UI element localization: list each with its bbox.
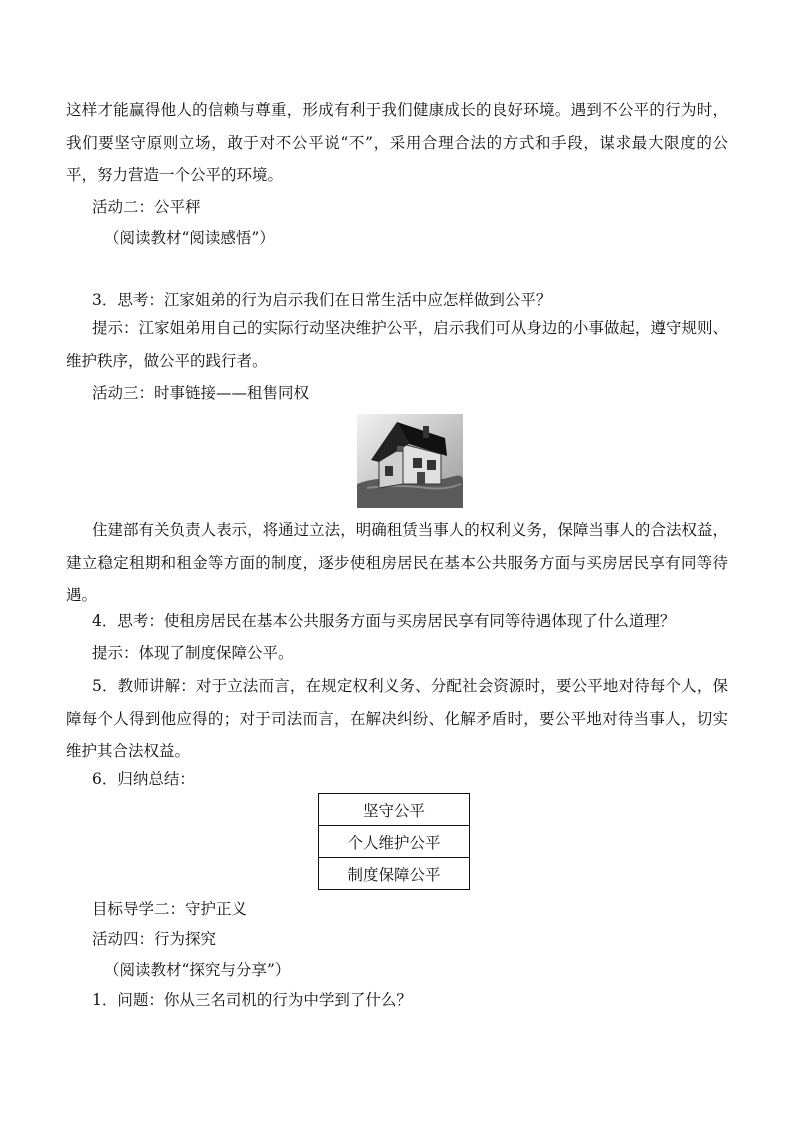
hint-4: 提示：体现了制度保障公平。 <box>92 644 294 662</box>
summary-heading: 6．归纳总结： <box>92 770 195 788</box>
question-4: 4．思考：使租房居民在基本公共服务方面与买房居民享有同等待遇体现了什么道理？ <box>92 612 676 630</box>
summary-cell: 制度保障公平 <box>319 858 470 890</box>
reading-note-2: （阅读教材“探究与分享”） <box>104 961 291 979</box>
house-in-hand-image <box>357 414 463 508</box>
teacher-explanation: 5．教师讲解：对于立法而言，在规定权利义务、分配社会资源时，要公平地对待每个人，保障每个人得到他应得的；对于司法而言，在解决纠纷、化解矛盾时，要公平地对待当事人，切实维护其合法权益。 <box>66 677 728 760</box>
summary-cell: 个人维护公平 <box>319 826 470 858</box>
activity-two-heading: 活动二：公平秤 <box>92 198 201 216</box>
question-1: 1．问题：你从三名司机的行为中学到了什么？ <box>92 991 412 1009</box>
activity-four-heading: 活动四：行为探究 <box>92 930 217 948</box>
reading-note-1: （阅读教材“阅读感悟”） <box>104 229 275 247</box>
summary-cell: 坚守公平 <box>319 794 470 826</box>
summary-table <box>318 793 470 890</box>
news-paragraph: 住建部有关负责人表示，将通过立法，明确租赁当事人的权利义务，保障当事人的合法权益，建立稳定租期和租金等方面的制度，逐步使租房居民在基本公共服务方面与买房居民享有同等待遇。 <box>66 521 728 604</box>
hint-3: 提示：江家姐弟用自己的实际行动坚决维护公平，启示我们可从身边的小事做起，遵守规则、维护秩序，做公平的践行者。 <box>66 319 728 370</box>
goal-two-heading: 目标导学二：守护正义 <box>92 900 248 918</box>
question-3: 3．思考：江家姐弟的行为启示我们在日常生活中应怎样做到公平？ <box>92 291 552 309</box>
intro-paragraph: 这样才能赢得他人的信赖与尊重，形成有利于我们健康成长的良好环境。遇到不公平的行为时，我们要坚守原则立场，敢于对不公平说“不”，采用合理合法的方式和手段，谋求最大限度的公平，努力营造一个公平的环境。 <box>66 101 728 184</box>
activity-three-heading: 活动三：时事链接——租售同权 <box>92 384 310 402</box>
